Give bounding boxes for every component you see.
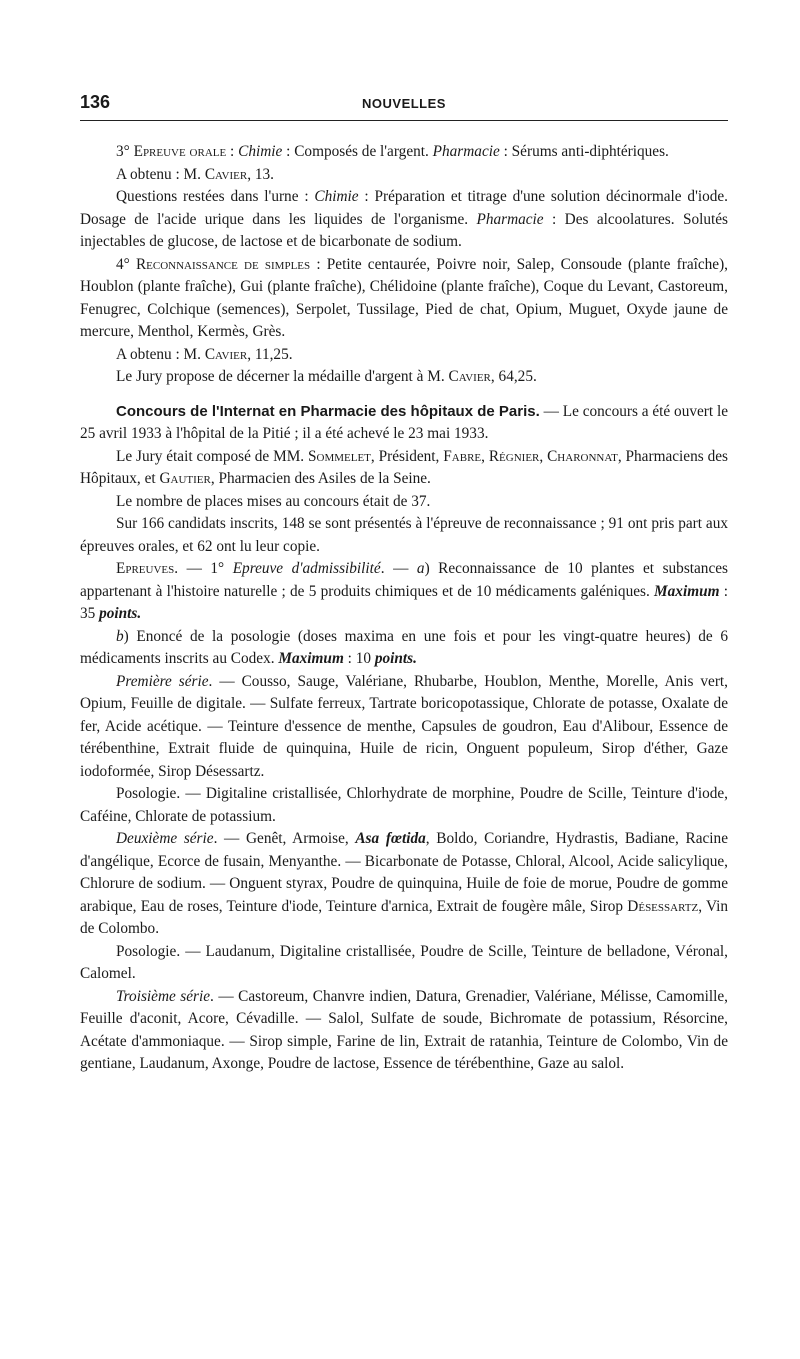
paragraph-first-series: Première série. — Cousso, Sauge, Valériane, Rhubarbe, Houblon, Menthe, Morelle, Anis vert, Opium, Feuille de digitale. — Sulfate ferreux, Tartrate boricopotassique, Chlorate de potasse, Oxalate de fer, Acide acétique. — Teinture d'essence de menthe, Capsules de goudron, Eau d'Alibour, Essence de térébenthine, Extrait fluide de quinquina, Huile de ricin, Onguent populeum, Sirop d'éther, Gaze iodoformée, Sirop Désessartz. — [80, 672, 728, 780]
paragraph-places: Le nombre de places mises au concours était de 37. — [116, 492, 431, 510]
paragraph-posologie-1: Posologie. — Digitaline cristallisée, Chlorhydrate de morphine, Poudre de Scille, Teinture d'iode, Caféine, Chlorate de potassium. — [80, 785, 728, 825]
page-header — [80, 92, 728, 121]
section-heading: Concours de l'Internat en Pharmacie des hôpitaux de Paris. — [116, 402, 540, 420]
paragraph-jury-medal: Le Jury propose de décerner la médaille d'argent à M. Cavier, 64,25. — [116, 368, 537, 385]
paragraph-recognition: 4° Reconnaissance de simples : Petite centaurée, Poivre noir, Salep, Consoude (plante fraîche), Houblon (plante fraîche), Gui (plante fraîche), Chélidoine (plante fraîche), Coque du Levant, Castoreum, Fenugrec, Colchique (semences), Serpolet, Tussilage, Pied de chat, Opium, Muguet, Oxyde jaune de mercure, Menthol, Kermès, Grès. — [80, 255, 729, 340]
paragraph-questions: Questions restées dans l'urne : Chimie : Préparation et titrage d'une solution décinormale d'iode. Dosage de l'acide urique dans les liquides de l'organisme. Pharmacie : Des alcoolatures. Solutés injectables de glucose, de lactose et de bicarbonate de sodium. — [80, 188, 729, 250]
paragraph-concours-heading: Concours de l'Internat en Pharmacie des hôpitaux de Paris. — Le concours a été ouvert le 25 avril 1933 à l'hôpital de la Pitié ; il a été achevé le 23 mai 1933. — [80, 402, 729, 442]
paragraph-second-series: Deuxième série. — Genêt, Armoise, Asa fœtida, Boldo, Coriandre, Hydrastis, Badiane, Racine d'angélique, Ecorce de fusain, Menyanthe. — Bicarbonate de Potasse, Chloral, Alcool, Acide salicylique, Chlorure de sodium. — Onguent styrax, Poudre de quinquina, Huile de foie de morue, Poudre de gomme arabique, Eau de roses, Teinture d'iode, Teinture d'arnica, Extrait de fougère mâle, Sirop Désessartz, Vin de Colombo. — [80, 830, 728, 937]
paragraph-third-series: Troisième série. — Castoreum, Chanvre indien, Datura, Grenadier, Valériane, Mélisse, Camomille, Feuille d'aconit, Acore, Cévadille. — Salol, Sulfate de soude, Bichromate de potassium, Résorcine, Acétate d'ammoniaque. — Sirop simple, Farine de lin, Extrait de ratanhia, Teinture de Colombo, Vin de gentiane, Laudanum, Axonge, Poudre de lactose, Essence de térébenthine, Gaze au salol. — [80, 987, 728, 1072]
paragraph-score-1: A obtenu : M. Cavier, 13. — [116, 165, 274, 183]
paragraph-candidates: Sur 166 candidats inscrits, 148 se sont présentés à l'épreuve de reconnaissance ; 91 ont pris part aux épreuves orales, et 62 ont lu leur copie. — [80, 515, 728, 555]
paragraph-posologie-2: Posologie. — Laudanum, Digitaline cristallisée, Poudre de Scille, Teinture de belladone, Véronal, Calomel. — [80, 942, 728, 982]
paragraph-epreuves: Epreuves. — 1° Epreuve d'admissibilité. — a) Reconnaissance de 10 plantes et substances appartenant à l'histoire naturelle ; de 5 produits chimiques et de 10 médicaments galéniques. Maximum : 35 points. — [80, 560, 728, 622]
page — [80, 92, 728, 1076]
paragraph-score-2: A obtenu : M. Cavier, 11,25. — [116, 345, 293, 363]
paragraph-jury-composition: Le Jury était composé de MM. Sommelet, Président, Fabre, Régnier, Charonnat, Pharmaciens des Hôpitaux, et Gautier, Pharmacien des Asiles de la Seine. — [80, 447, 728, 487]
article-body — [80, 141, 728, 1076]
running-title: NOUVELLES — [362, 96, 446, 111]
paragraph-oral-exam: 3° Epreuve orale : Chimie : Composés de l'argent. Pharmacie : Sérums anti-diphtériques. — [116, 143, 669, 160]
paragraph-posologie-intro: b) Enoncé de la posologie (doses maxima en une fois et pour les vingt-quatre heures) de 6 médicaments inscrits au Codex. Maximum : 10 points. — [80, 627, 728, 667]
page-number: 136 — [80, 92, 111, 112]
